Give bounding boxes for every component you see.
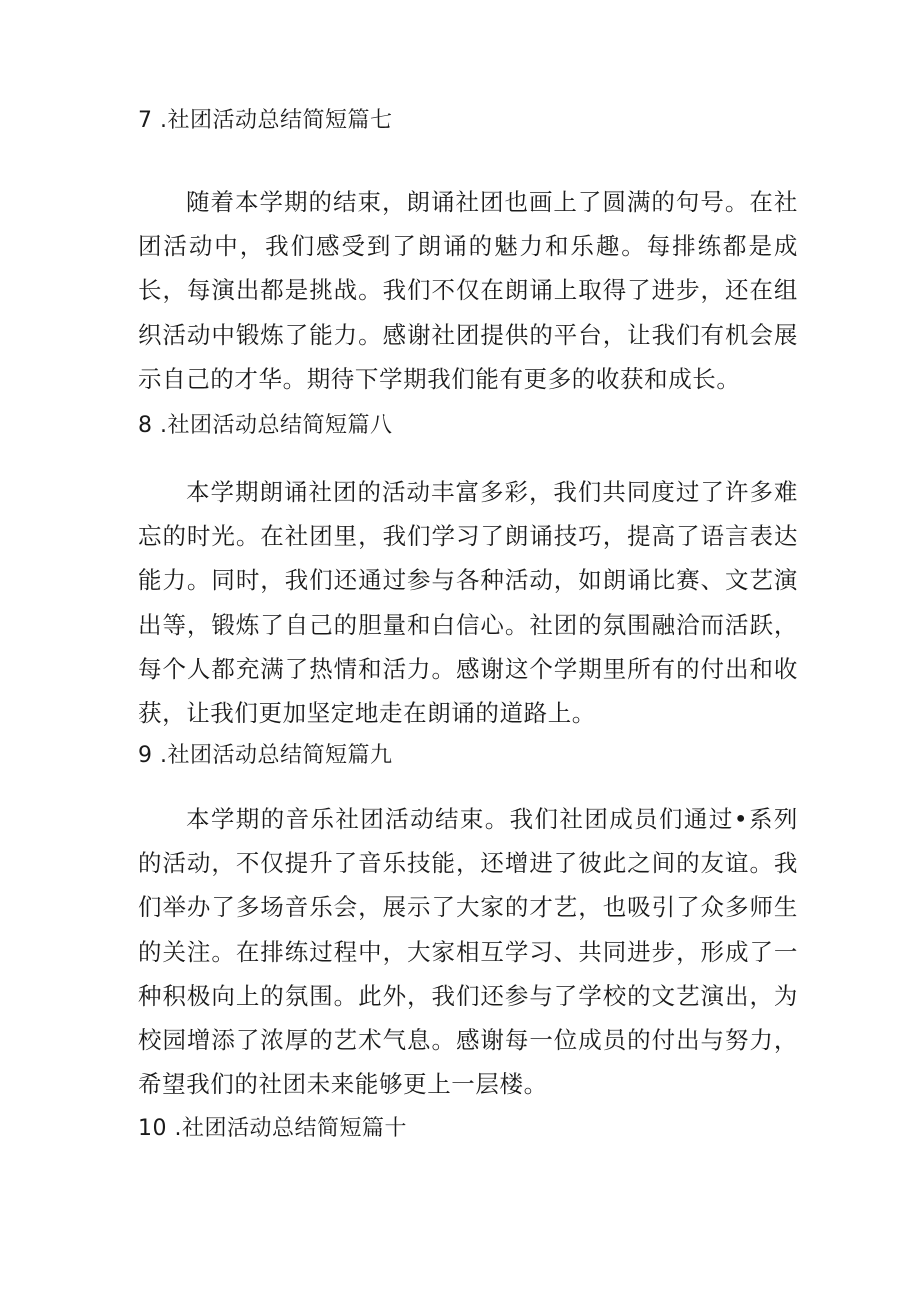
- section-body-9: 本学期的音乐社团活动结束。我们社团成员们通过•系列的活动，不仅提升了音乐技能，还增进了彼此之间的友谊。我们举办了多场音乐会，展示了大家的才艺，也吸引了众多师生的关注。在排练过程中，大家相互学习、共同进步，形成了一种积极向上的氛围。此外，我们还参与了学校的文艺演出，为校园增添了浓厚的艺术气息。感谢每一位成员的付出与努力，希望我们的社团未来能够更上一层楼。: [138, 805, 798, 1099]
- section-body-8: 本学期朗诵社团的活动丰富多彩，我们共同度过了许多难忘的时光。在社团里，我们学习了朗诵技巧，提高了语言表达能力。同时，我们还通过参与各种活动，如朗诵比赛、文艺演出等，锻炼了自己的胆量和白信心。社团的氛围融洽而活跃，每个人都充满了热情和活力。感谢这个学期里所有的付出和收获，让我们更加坚定地走在朗诵的道路上。: [138, 478, 798, 728]
- section-body-7: 随着本学期的结束，朗诵社团也画上了圆满的句号。在社团活动中，我们感受到了朗诵的魅力和乐趣。每排练都是成长，每演出都是挑战。我们不仅在朗诵上取得了进步，还在组织活动中锻炼了能力。感谢社团提供的平台，让我们有机会展示自己的才华。期待下学期我们能有更多的收获和成长。: [138, 188, 798, 393]
- section-heading-10: 10 .社团活动总结简短篇十: [138, 1116, 407, 1141]
- section-heading-8: 8 .社团活动总结简短篇八: [138, 413, 393, 438]
- section-heading-9: 9 .社团活动总结简短篇九: [138, 743, 393, 768]
- section-heading-7: 7 .社团活动总结简短篇七: [138, 108, 393, 133]
